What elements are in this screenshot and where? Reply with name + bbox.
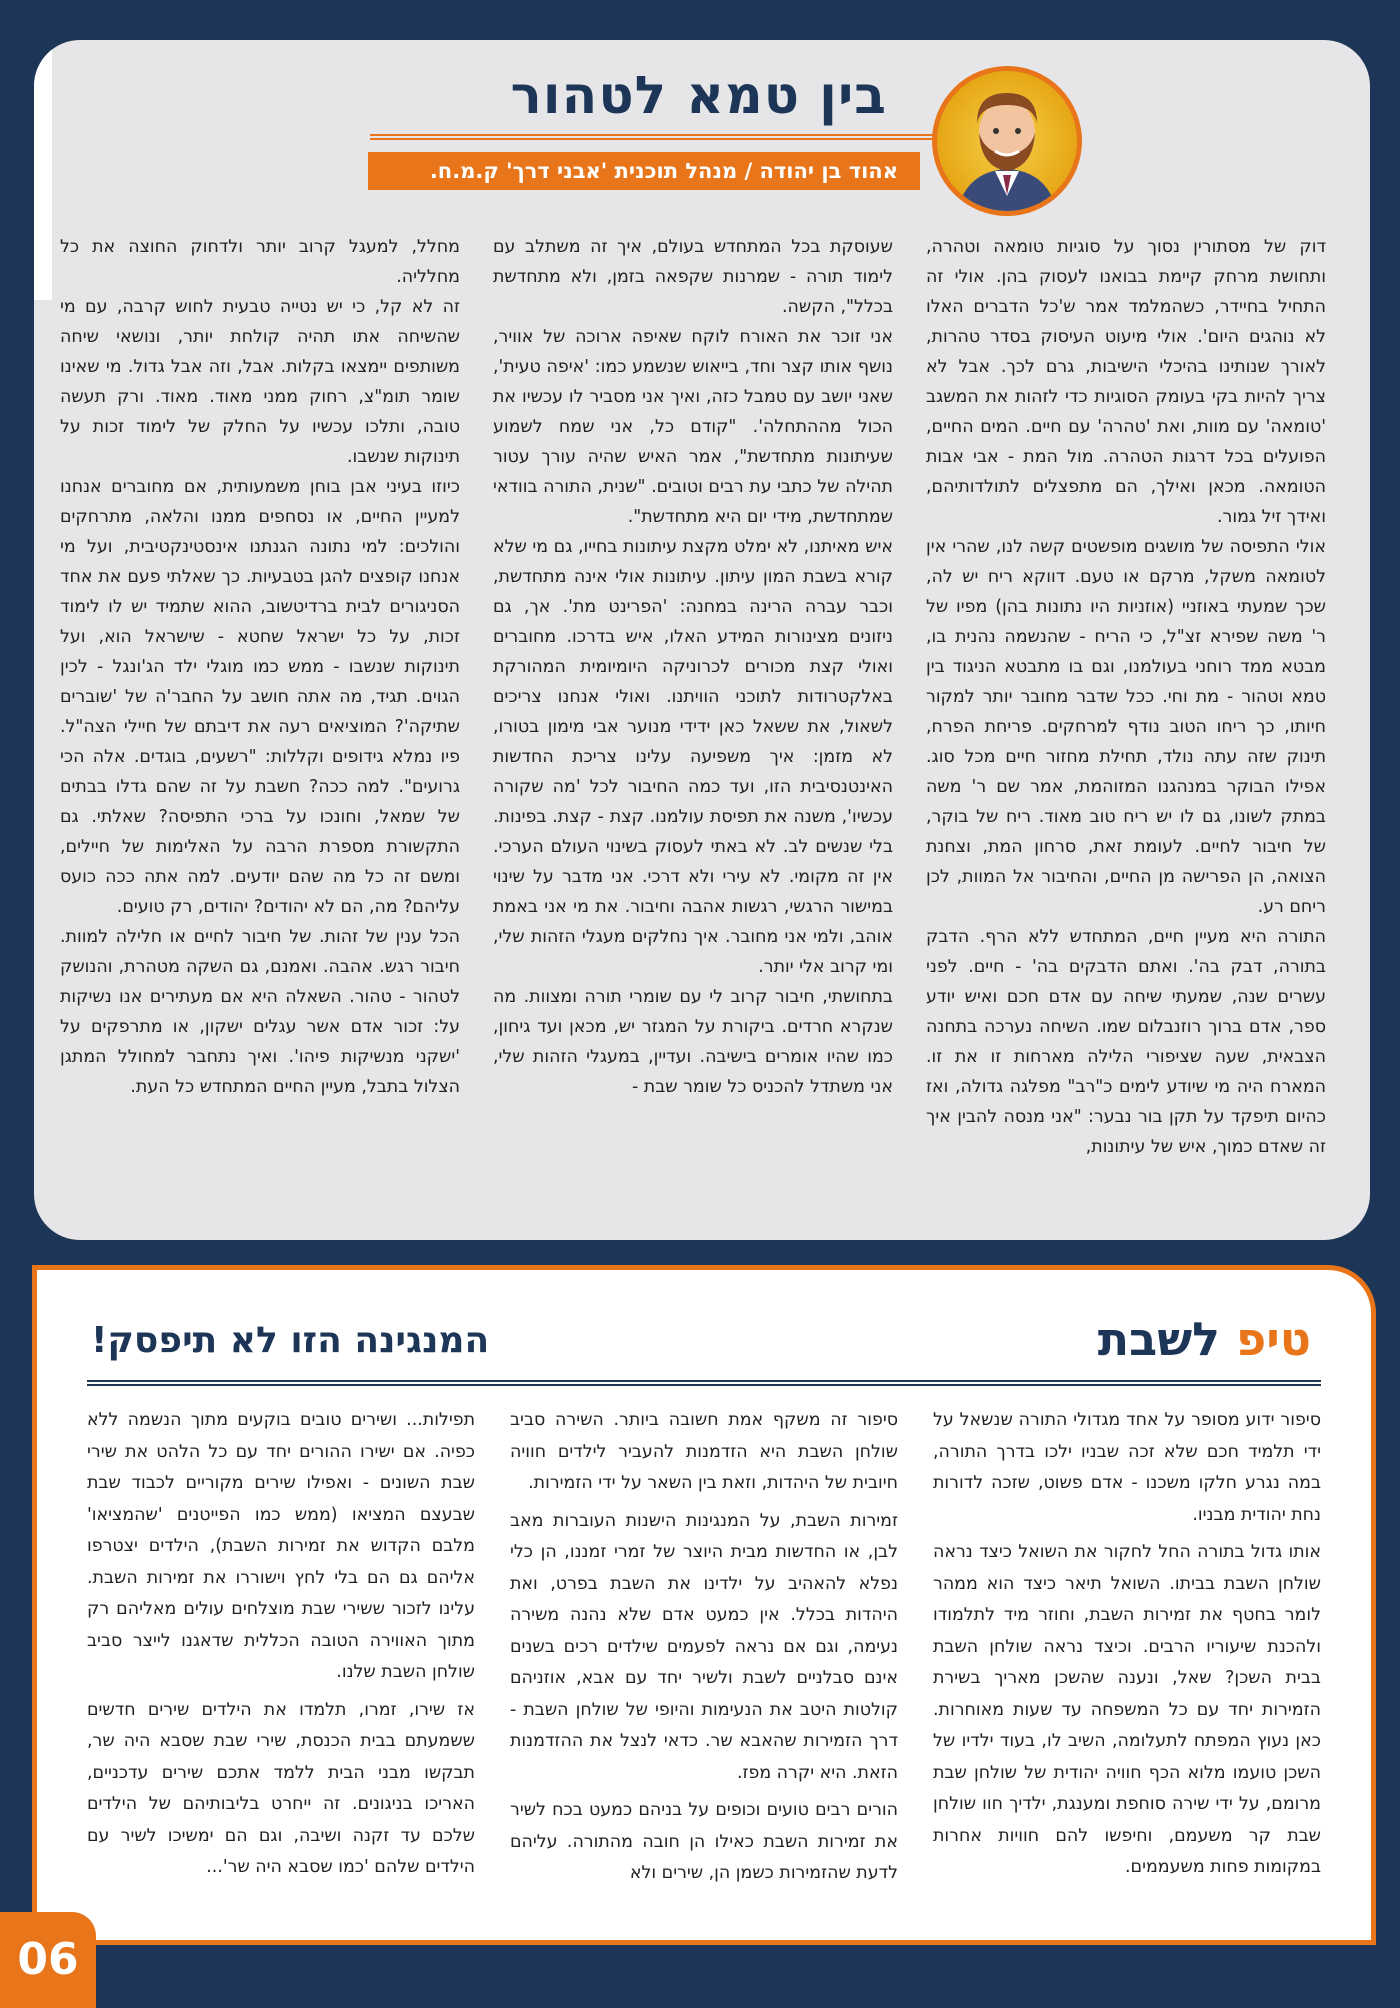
tip-columns	[87, 1405, 1321, 1930]
paragraph: הכל ענין של זהות. של חיבור לחיים או חלילה למוות. חיבור רגש. אהבה. ואמנם, גם השקה מטהרת, והנושק לטהור - טהור. השאלה היא אם מעתירים אנו נשיקות על: זכור אדם אשר עגלים ישקון, או מתרפקים על 'ישקני מנשיקות פיהו'. ואיך נתחבר למחולל המתגן הצלול בתבל, מעיין החיים המתחדש כל העת.	[60, 927, 460, 1097]
author-byline: אהוד בן יהודה / מנהל תוכנית 'אבני דרך' ק.מ.ח.	[368, 152, 920, 190]
paragraph: אני זוכר את האורח לוקח שאיפה ארוכה של אוויר, נושף אותו קצר וחד, בייאוש שנשמע כמו: 'איפה טעית', שאני יושב עם טמבל כזה, ואיך אני מסביר לו עכשיו את הכול מההתחלה'. "קודם כל, אני שמח לשמוע שעיתונות מתחדשת", אמר האיש שהיה עורך עטור תהילה של כתבי עת רבים וטובים. "שנית, התורה בוודאי שמתחדשת, מידי יום היא מתחדשת".	[493, 327, 893, 527]
paragraph: זמירות השבת, על המנגינות הישנות העוברות מאב לבן, או החדשות מבית היוצר של זמרי זמננו, הן כלי נפלא להאהיב על ילדינו את השבת בפרט, ואת היהדות בכלל. אין כמעט אדם שלא נהנה משירה נעימה, וגם אם נראה לפעמים שילדים רכים בשנים אינם סבלניים לשבת ולשיר יחד עם אבא, אוזניהם קולטות היטב את הנעימות והיופי של שולחן השבת - דרך הזמירות שהאבא שר. כדאי לנצל את ההזדמנות הזאת. היא יקרה מפז.	[510, 1510, 898, 1783]
paragraph: אותו גדול בתורה החל לחקור את השואל כיצד נראה שולחן השבת בביתו. השואל תיאר כיצד הוא ממהר לומר בחטף את זמירות השבת, וחוזר מיד לתלמודו ולהכנת שיעוריו הרבים. וכיצד נראה שולחן השבת בבית השכן? שאל, ונענה שהשכן מאריך בשירת הזמירות יחד עם כל המשפחה עד שעות מאוחרות. כאן נעוץ המפתח לתעלומה, השיב לו, בעוד ילדיו של השכן טועמו מלוא הכף חוויה יהודית של שולחן שבת מרומם, על ידי שירה סוחפת ומענגת, ילדיך חוו שולחן שבת קר משעמם, וחיפשו להם חוויות אחרות במקומות פחות משעממים.	[933, 1542, 1321, 1877]
paragraph: הורים רבים טועים וכופים על בניהם כמעט בכח לשיר את זמירות השבת כאילו הן חובה מהתורה. עליהם לדעת שהזמירות כשמן הן, שירים ולא	[510, 1800, 898, 1883]
article-columns	[60, 232, 1326, 1217]
paragraph: תפילות... ושירים טובים בוקעים מתוך הנשמה ללא כפיה. אם ישירו ההורים יחד עם כל הלהט את שירי שבת השונים - ואפילו שירים מקוריים לכבוד שבת שבעצם המציאו (ממש כמו הפייטנים 'שהמציאו' מלבם הקדוש את זמירות השבת), הילדים יצטרפו אליהם גם הם בלי לחץ וישוררו את זמירות השבת. עלינו לזכור ששירי שבת מוצלחים עולים מאליהם רק מתוך האווירה הטובה הכללית שדאגנו לייצר סביב שולחן השבת שלנו.	[87, 1410, 475, 1682]
paragraph: אולי התפיסה של מושגים מופשטים קשה לנו, שהרי אין לטומאה משקל, מרקם או טעם. דווקא ריח יש לה, שכך שמעתי באוזניי (אוזניות היו נתונות בהן) מפיו של ר' משה שפירא זצ"ל, כי הריח - שהנשמה נהנית בו, מבטא ממד רוחני בעולמנו, וגם בו מתבטא הניגוד בין טמא וטהור - מת וחי. ככל שדבר מחובר יותר למקור חיותו, כך ריחו הטוב נודף למרחקים. פריחת הפרח, תינוק שזה עתה נולד, תחילת מחזור חיים מכל סוג. אפילו הבוקר במנהגנו המזוהמת, אמר שם ר' משה במתק לשונו, גם לו יש ריח טוב מאוד. ריח של בוקר, של חיבור לחיים. לעומת זאת, סרחון המת, וצחנת הצואה, הן הפרישה מן החיים, והחיבור אל המוות, לכן ריחם רע.	[926, 537, 1326, 917]
paragraph: איש מאיתנו, לא ימלט מקצת עיתונות בחייו, גם מי שלא קורא בשבת המון עיתון. עיתונות אולי אינה מתחדשת, וכבר עברה הרינה במחנה: 'הפרינט מת'. אך, גם ניזונים מצינורות המידע האלו, איש בדרכו. מחוברים ואולי קצת מכורים לכרוניקה היומיומית המהורקת באלקטרודות לתוכני הוויתנו. ואולי אנחנו צריכים לשאול, את ששאל כאן ידידי מנוער אבי מימון בטורו, לא מזמן: איך משפיעה עלינו צריכת החדשות האינטנסיבית הזו, ועד כמה החיבור לכל 'מה שקורה עכשיו', משנה את תפיסת עולמנו. קצת - קצת. בפינות. בלי שנשים לב. לא באתי לעסוק בשינוי העולם הערכי. אין זה מקומי. לא עירי ולא דרכי. אני מדבר על שינוי במישור הרגשי, רגשות אהבה וחיבור. את מי אני באמת אוהב, ולמי אני מחובר. איך נחלקים מעגלי הזהות שלי, ומי קרוב אלי יותר.	[493, 537, 893, 977]
paragraph: דוק של מסתורין נסוך על סוגיות טומאה וטהרה, ותחושת מרחק קיימת בבואנו לעסוק בהן. אולי זה התחיל בחיידר, כשהמלמד אמר ש'כל הדברים האלו לא נוהגים היום'. אולי מיעוט העיסוק בסדר טהרות, לאורך שנותינו בהיכלי הישיבות, גרם לכך. אבל לא צריך להיות בקי בעומק הסוגיות כדי לזהות את המשגב 'טומאה' עם מוות, ואת 'טהרה' עם חיים. המים החיים, הפועלים בכל דרגות הטהרה. מול המת - אבי אבות הטומאה. מכאן ואילך, הם מתפצלים לתולדותיהם, ואידך זיל גמור.	[926, 237, 1326, 527]
paragraph: התורה היא מעיין חיים, המתחדש ללא הרף. הדבק בתורה, דבק בה'. ואתם הדבקים בה' - חיים. לפני עשרים שנה, שמעתי שיחה עם אדם חכם ואיש יודע ספר, אדם ברוך רוזנבלום שמו. השיחה נערכה בתחנה הצבאית, שעה שציפורי הלילה מארחות זו את זו. המארח היה מי שיודע לימים כ"רב" מפלגה גדולה, ואז כהיום תיפקד על תקן בור נבער: "אני מנסה להבין איך זה שאדם כמוך, איש של עיתונות,	[926, 927, 1326, 1157]
shabbat-word: לשבת	[1097, 1312, 1220, 1366]
paragraph: כיוזו בעיני אבן בוחן משמעותית, אם מחוברים אנחנו למעיין החיים, או נסחפים ממנו והלאה, מתרחקים והולכים: למי נתונה הגנתנו אינסטינקטיבית, ועל מי אנחנו קופצים להגן בטבעיות. כך שאלתי פעם את אחד הסניגורים לבית ברדיטשוב, ההוא שתמיד יש לו לימוד זכות, על כל ישראל שחטא - שישראל הוא, ועל תינוקות שנשבו - ממש כמו מוגלי ילד הג'ונגל - לכין הגוים. תגיד, מה אתה חושב על החבר'ה של 'שוברים שתיקה'? המוציאים רעה את דיבתם של חיילי הצה"ל. פיו נמלא גידופים וקללות: "רשעים, בוגדים. אלה הכי גרועים". למה ככה? חשבת על זה שהם גדלו בבתים של שמאל, וחונכו על ברכי התפיסה? שאלתי. גם התקשורת מספרת הרבה על האלימות של חיילים, ומשם זה כל מה שהם יודעים. למה אתה ככה כועס עליהם? מה, הם לא יהודים? יהודים, רק טועים.	[60, 477, 460, 917]
paragraph: בתחושתי, חיבור קרוב לי עם שומרי תורה ומצוות. מה שנקרא חרדים. ביקורת על המגזר יש, מכאן ועד גיחון, כמו שהיו אומרים בישיבה. ועדיין, במעגלי הזהות שלי, אני משתדל להכניס כל שומר שבת -	[493, 987, 893, 1097]
tip-divider	[87, 1378, 1321, 1386]
tip-column-2	[510, 1405, 898, 1930]
article-column-1	[926, 232, 1326, 1217]
paragraph: סיפור זה משקף אמת חשובה ביותר. השירה סביב שולחן השבת היא הזדמנות להעביר לילדים חוויה חיובית של היהדות, וזאת בין השאר על ידי הזמירות.	[510, 1410, 898, 1493]
author-portrait-svg	[937, 71, 1077, 211]
tip-column-1	[933, 1405, 1321, 1930]
author-portrait-icon	[932, 66, 1082, 216]
paragraph: שעוסקת בכל המתחדש בעולם, איך זה משתלב עם לימוד תורה - שמרנות שקפאה בזמן, ולא מתחדשת בכלל", הקשה.	[493, 237, 893, 317]
tip-subtitle: המנגינה הזו לא תיפסק!	[91, 1320, 490, 1361]
paragraph: מחלל, למעגל קרוב יותר ולדחוק החוצה את כל מחלליה.	[60, 237, 460, 287]
tip-column-3	[87, 1405, 475, 1930]
paragraph: אז שירו, זמרו, תלמדו את הילדים שירים חדשים ששמעתם בבית הכנסת, שירי שבת שסבא היה שר, תבקשו מבני הבית ללמד אתכם שירים עדכניים, האריכו בניגונים. זה ייחרט בליבותיהם של הילדים שלכם עד זקנה ושיבה, וגם הם ימשיכו לשיר עם הילדים שלהם 'כמו שסבא היה שר'...	[87, 1699, 475, 1877]
article-column-3	[60, 232, 460, 1217]
page-number: 06	[0, 1912, 96, 2008]
tip-word: טיפ	[1235, 1312, 1311, 1366]
tip-heading	[1098, 1312, 1311, 1366]
title-underline	[370, 132, 940, 140]
shabbat-tip-panel	[32, 1265, 1376, 1945]
article-column-2	[493, 232, 893, 1217]
paragraph: סיפור ידוע מסופר על אחד מגדולי התורה שנשאל על ידי תלמיד חכם שלא זכה שבניו ילכו בדרך התורה, במה נגרע חלקו משכנו - אדם פשוט, שזכה לדורות נחת יהודית מבניו.	[933, 1410, 1321, 1525]
paragraph: זה לא קל, כי יש נטייה טבעית לחוש קרבה, עם מי שהשיחה אתו תהיה קולחת יותר, ונושאי שיחה משותפים יימצאו בקלות. אבל, וזה אבל גדול. מי שאינו שומר תומ"צ, רחוק ממני מאוד. מאוד. ורק תעשה טובה, ותלכו עכשיו על החלק של לימוד זכות על תינוקות שנשבו.	[60, 297, 460, 467]
decorative-strip	[34, 40, 52, 300]
article-title: בין טמא לטהור	[510, 66, 887, 126]
